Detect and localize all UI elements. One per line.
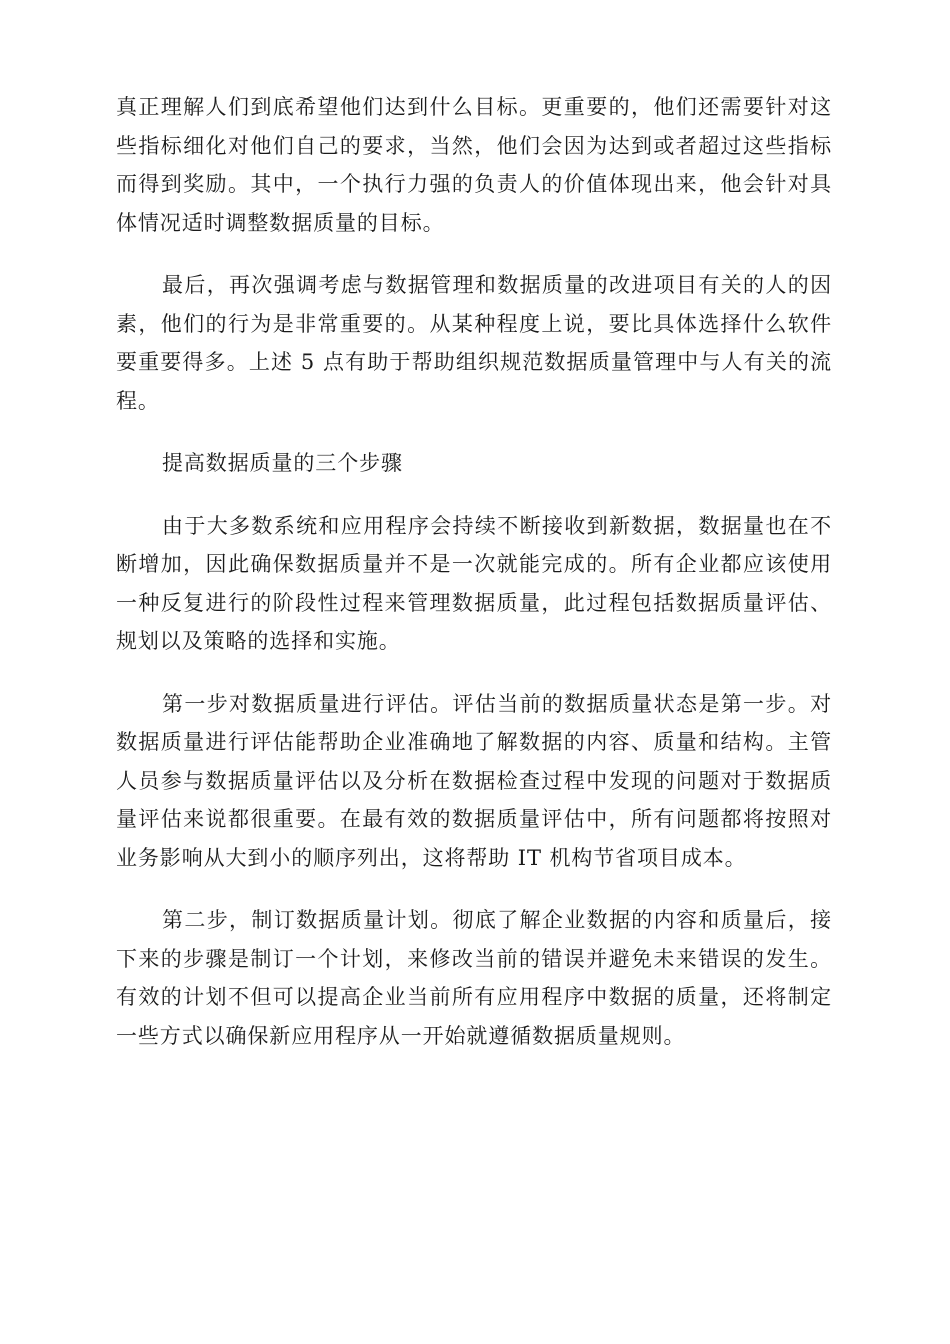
paragraph-goals: 真正理解人们到底希望他们达到什么目标。更重要的，他们还需要针对这些指标细化对他们自己的要求，当然，他们会因为达到或者超过这些指标而得到奖励。其中，一个执行力强的负责人的价值体现出来，他会针对具体情况适时调整数据质量的目标。 xyxy=(116,95,832,235)
document-page xyxy=(116,88,832,1079)
paragraph-intro: 由于大多数系统和应用程序会持续不断接收到新数据，数据量也在不断增加，因此确保数据质量并不是一次就能完成的。所有企业都应该使用一种反复进行的阶段性过程来管理数据质量，此过程包括数据质量评估、规划以及策略的选择和实施。 xyxy=(116,513,832,653)
paragraph-step-one: 第一步对数据质量进行评估。评估当前的数据质量状态是第一步。对数据质量进行评估能帮助企业准确地了解数据的内容、质量和结构。主管人员参与数据质量评估以及分析在数据检查过程中发现的问题对于数据质量评估来说都很重要。在最有效的数据质量评估中，所有问题都将按照对业务影响从大到小的顺序列出，这将帮助 IT 机构节省项目成本。 xyxy=(116,691,832,870)
paragraph-step-two: 第二步，制订数据质量计划。彻底了解企业数据的内容和质量后，接下来的步骤是制订一个计划，来修改当前的错误并避免未来错误的发生。有效的计划不但可以提高企业当前所有应用程序中数据的质量，还将制定一些方式以确保新应用程序从一开始就遵循数据质量规则。 xyxy=(116,908,832,1048)
section-heading: 提高数据质量的三个步骤 xyxy=(162,451,403,475)
paragraph-human-factors: 最后，再次强调考虑与数据管理和数据质量的改进项目有关的人的因素，他们的行为是非常重要的。从某种程度上说，要比具体选择什么软件要重要得多。上述 5 点有助于帮助组织规范数据质量管理中与人有关的流程。 xyxy=(116,273,832,413)
